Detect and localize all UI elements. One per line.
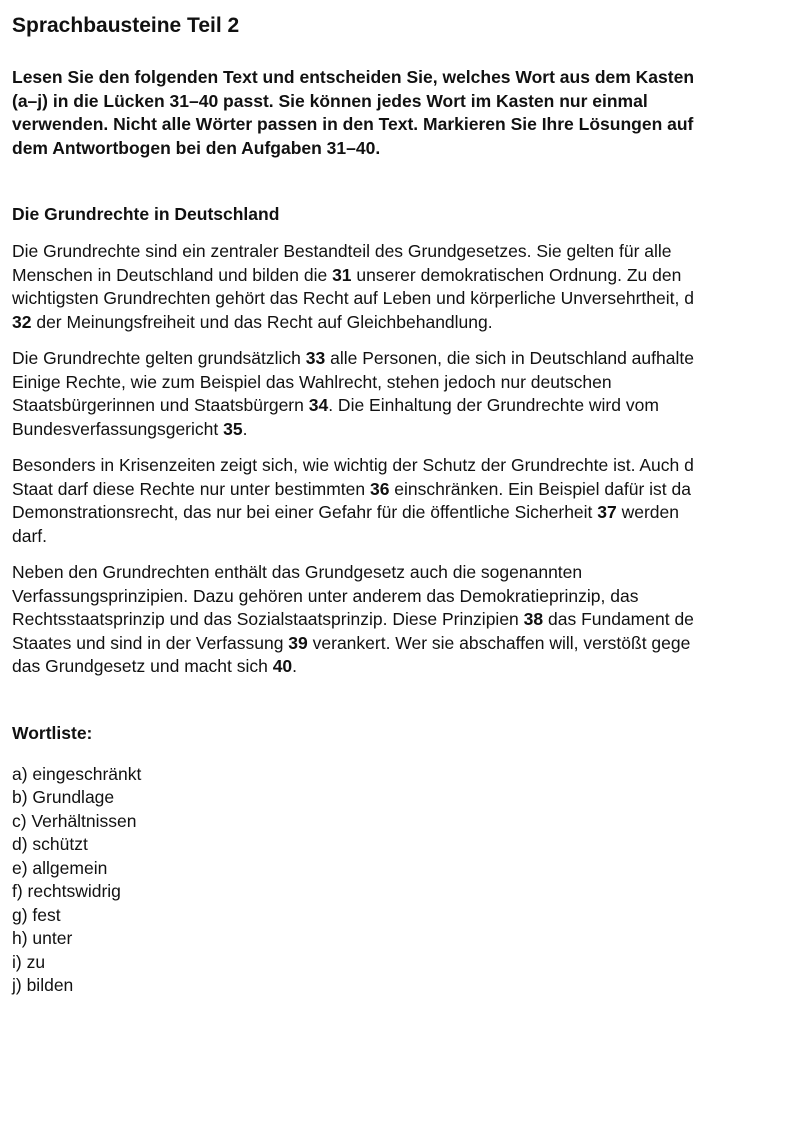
gap-number: 36 xyxy=(369,478,390,499)
text-segment: das Fundament de xyxy=(543,609,694,629)
gap-number: 33 xyxy=(305,348,326,368)
wordlist-item: i) zu xyxy=(12,951,46,972)
text-line xyxy=(12,454,797,478)
wordlist-title: Wortliste: xyxy=(12,722,93,743)
text-segment: das Grundgesetz und macht sich xyxy=(12,656,273,676)
text-segment: Die Grundrechte sind ein zentraler Bestandteil des Grundgesetzes. Sie gelten für alle xyxy=(12,241,672,261)
exercise-page xyxy=(12,12,797,998)
text-segment: Neben den Grundrechten enthält das Grundgesetz auch die sogenannten xyxy=(12,562,583,582)
gap-number: 39 xyxy=(288,632,308,653)
text-line xyxy=(12,561,797,585)
text-segment: . xyxy=(292,656,298,676)
gap-number: 34 xyxy=(308,395,329,415)
text-line xyxy=(12,418,797,442)
text-line xyxy=(12,240,797,264)
text-segment: Die Grundrechte gelten grundsätzlich xyxy=(12,348,306,368)
paragraph-1 xyxy=(12,240,797,334)
wordlist-item: f) rechtswidrig xyxy=(12,881,121,901)
text-segment: Bundesverfassungsgericht xyxy=(12,418,224,439)
text-line xyxy=(12,371,797,395)
wordlist xyxy=(12,763,797,998)
text-body xyxy=(12,240,797,679)
text-segment: einschränken. Ein Beispiel dafür ist da xyxy=(389,478,691,499)
text-line xyxy=(12,287,797,311)
text-segment: . Die Einhaltung der Grundrechte wird vom xyxy=(328,395,659,415)
text-segment: Menschen in Deutschland und bilden die xyxy=(12,264,333,285)
text-segment: werden xyxy=(616,502,680,522)
text-segment: der Meinungsfreiheit und das Recht auf Gleichbehandlung. xyxy=(31,311,493,332)
paragraph-3 xyxy=(12,454,797,548)
wordlist-item: c) Verhältnissen xyxy=(12,810,137,831)
instructions-line: verwenden. Nicht alle Wörter passen in den Text. Markieren Sie Ihre Lösungen auf xyxy=(12,114,694,134)
text-line xyxy=(12,608,797,632)
text-segment: Einige Rechte, wie zum Beispiel das Wahlrecht, stehen jedoch nur deutschen xyxy=(12,371,612,392)
gap-number: 35 xyxy=(223,418,243,439)
text-line xyxy=(12,655,797,679)
gap-number: 31 xyxy=(332,264,352,285)
gap-number: 40 xyxy=(272,656,293,676)
instructions-line: (a–j) in die Lücken 31–40 passt. Sie können jedes Wort im Kasten nur einmal xyxy=(12,90,648,111)
text-line xyxy=(12,585,797,609)
wordlist-item: h) unter xyxy=(12,928,73,948)
wordlist-item: e) allgemein xyxy=(12,857,108,878)
text-segment: verankert. Wer sie abschaffen will, verstößt gege xyxy=(307,632,691,653)
text-segment: darf. xyxy=(12,525,48,546)
section-title: Die Grundrechte in Deutschland xyxy=(12,204,280,224)
text-line xyxy=(12,632,797,656)
gap-number: 37 xyxy=(597,502,617,522)
paragraph-4 xyxy=(12,561,797,679)
wordlist-item: g) fest xyxy=(12,904,61,925)
text-segment: Besonders in Krisenzeiten zeigt sich, wie wichtig der Schutz der Grundrechte ist. Auch d xyxy=(12,455,694,475)
paragraph-2 xyxy=(12,347,797,441)
text-segment: Rechtsstaatsprinzip und das Sozialstaatsprinzip. Diese Prinzipien xyxy=(12,609,524,629)
text-segment: Staatsbürgerinnen und Staatsbürgern xyxy=(12,395,309,415)
text-segment: wichtigsten Grundrechten gehört das Recht auf Leben und körperliche Unversehrtheit, d xyxy=(12,288,694,308)
instructions-line: Lesen Sie den folgenden Text und entscheiden Sie, welches Wort aus dem Kasten xyxy=(12,67,695,87)
text-line xyxy=(12,478,797,502)
text-segment: . xyxy=(242,418,248,439)
text-line xyxy=(12,311,797,335)
wordlist-item: a) eingeschränkt xyxy=(12,763,142,784)
text-line xyxy=(12,347,797,371)
text-line xyxy=(12,501,797,525)
instructions-line: dem Antwortbogen bei den Aufgaben 31–40. xyxy=(12,137,381,158)
page-title: Sprachbausteine Teil 2 xyxy=(12,14,240,37)
gap-number: 32 xyxy=(12,311,32,332)
wordlist-item: d) schützt xyxy=(12,834,88,854)
text-line xyxy=(12,264,797,288)
text-segment: Verfassungsprinzipien. Dazu gehören unter anderem das Demokratieprinzip, das xyxy=(12,585,639,606)
text-segment: unserer demokratischen Ordnung. Zu den xyxy=(351,264,682,285)
text-segment: Staat darf diese Rechte nur unter bestimmten xyxy=(12,478,370,499)
text-line xyxy=(12,525,797,549)
instructions xyxy=(12,66,797,160)
text-line xyxy=(12,394,797,418)
wordlist-item: j) bilden xyxy=(12,975,74,995)
text-segment: Demonstrationsrecht, das nur bei einer Gefahr für die öffentliche Sicherheit xyxy=(12,502,598,522)
gap-number: 38 xyxy=(523,609,544,629)
text-segment: alle Personen, die sich in Deutschland aufhalte xyxy=(325,348,694,368)
wordlist-item: b) Grundlage xyxy=(12,787,115,807)
text-segment: Staates und sind in der Verfassung xyxy=(12,632,289,653)
